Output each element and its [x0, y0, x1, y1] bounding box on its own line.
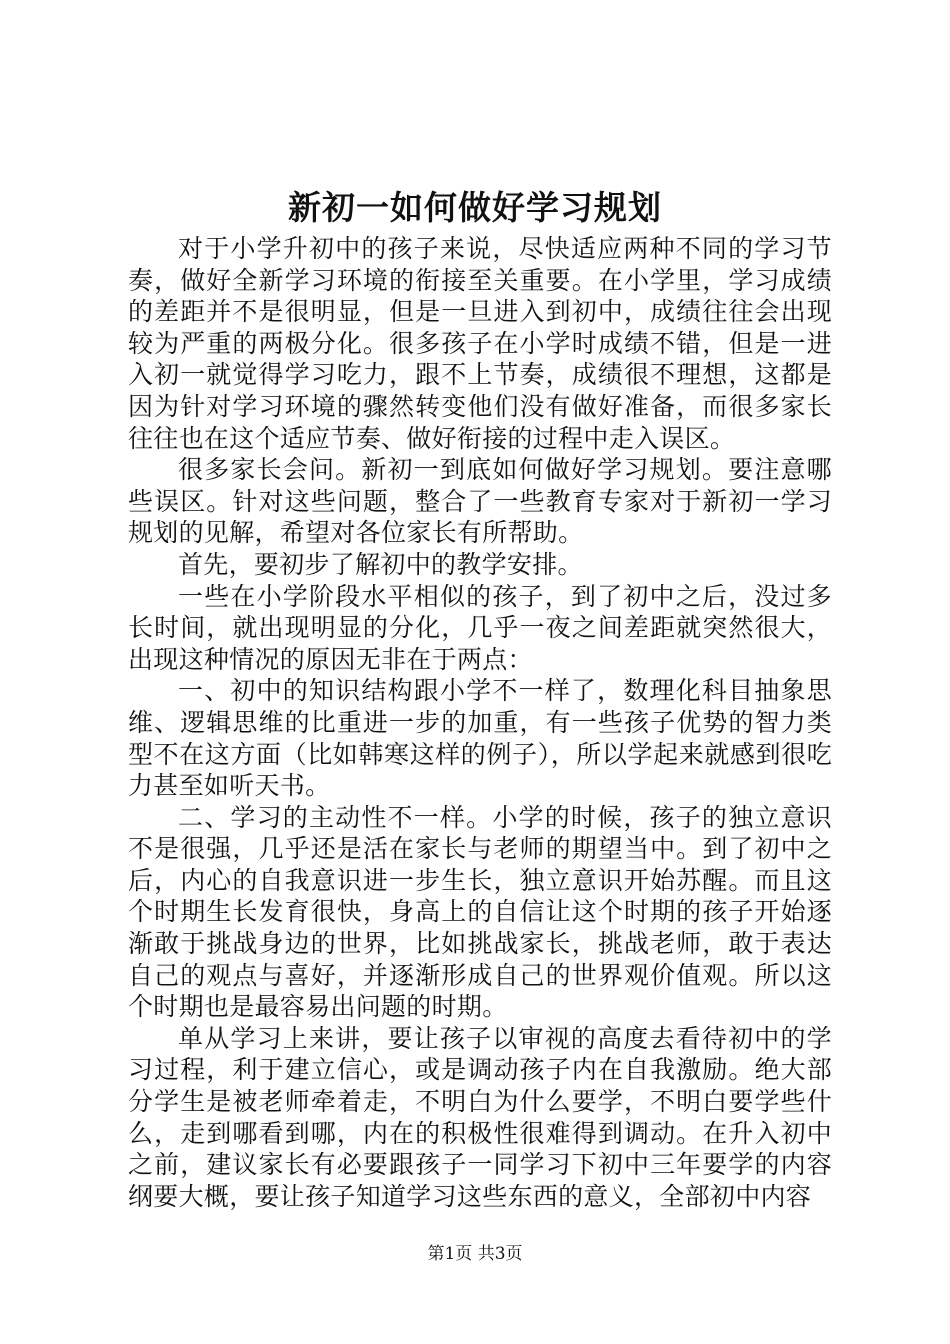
paragraph-4: 一些在小学阶段水平相似的孩子，到了初中之后，没过多长时间，就出现明显的分化，几乎一夜之间差距就突然很大，出现这种情况的原因无非在于两点： [128, 581, 832, 674]
paragraph-3: 首先，要初步了解初中的教学安排。 [178, 549, 583, 579]
document-body [128, 233, 832, 1212]
paragraph-5: 一、初中的知识结构跟小学不一样了，数理化科目抽象思维、逻辑思维的比重进一步的加重，有一些孩子优势的智力类型不在这方面（比如韩寒这样的例子），所以学起来就感到很吃力甚至如听天书。 [128, 676, 832, 801]
paragraph-1: 对于小学升初中的孩子来说，尽快适应两种不同的学习节奏，做好全新学习环境的衔接至关重要。在小学里，学习成绩的差距并不是很明显，但是一旦进入到初中，成绩往往会出现较为严重的两极分化。很多孩子在小学时成绩不错，但是一进入初一就觉得学习吃力，跟不上节奏，成绩很不理想，这都是因为针对学习环境的骤然转变他们没有做好准备，而很多家长往往也在这个适应节奏、做好衔接的过程中走入误区。 [128, 234, 832, 453]
paragraph-7: 单从学习上来讲，要让孩子以审视的高度去看待初中的学习过程，利于建立信心，或是调动孩子内在自我激励。绝大部分学生是被老师牵着走，不明白为什么要学，不明白要学些什么，走到哪看到哪，内在的积极性很难得到调动。在升入初中之前，建议家长有必要跟孩子一同学习下初中三年要学的内容纲要大概，要让孩子知道学习这些东西的意义，全部初中内容 [128, 1023, 832, 1211]
paragraph-6: 二、学习的主动性不一样。小学的时候，孩子的独立意识不是很强，几乎还是活在家长与老师的期望当中。到了初中之后，内心的自我意识进一步生长，独立意识开始苏醒。而且这个时期生长发育很快，身高上的自信让这个时期的孩子开始逐渐敢于挑战身边的世界，比如挑战家长，挑战老师，敢于表达自己的观点与喜好，并逐渐形成自己的世界观价值观。所以这个时期也是最容易出问题的时期。 [128, 802, 832, 1022]
page-footer: 第1页 共3页 [427, 1244, 523, 1264]
document-title: 新初一如何做好学习规划 [288, 188, 662, 227]
paragraph-2: 很多家长会问。新初一到底如何做好学习规划。要注意哪些误区。针对这些问题，整合了一些教育专家对于新初一学习规划的见解，希望对各位家长有所帮助。 [128, 455, 832, 548]
